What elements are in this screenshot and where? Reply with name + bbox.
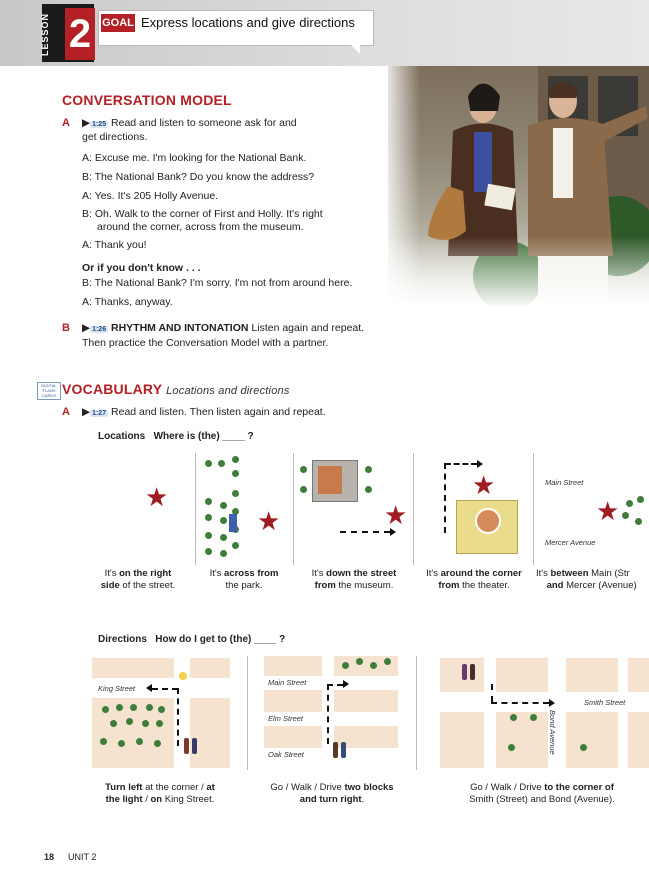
city-block (628, 658, 649, 692)
instruction-line-2: Then practice the Conversation Model with a partner. (82, 337, 329, 349)
tree-icon (205, 548, 212, 555)
goal-label: GOAL (101, 14, 135, 32)
direction-caption (252, 782, 412, 806)
street-label: Smith Street (584, 698, 626, 707)
caption-text: It's (426, 568, 441, 579)
tree-icon (218, 460, 225, 467)
path-dash (327, 684, 343, 686)
location-caption (414, 568, 534, 592)
instruction-text: Read and listen. Then listen again and repeat. (111, 406, 326, 418)
tree-icon (626, 500, 633, 507)
city-block (496, 712, 548, 768)
tree-icon (508, 744, 515, 751)
vocabulary-subtitle: Locations and directions (166, 385, 290, 397)
play-audio-icon[interactable]: ▶ (82, 117, 91, 129)
caption-text: It's (311, 568, 327, 579)
caption-text: down the street (326, 568, 397, 579)
tree-icon (205, 532, 212, 539)
caption-text: between (550, 568, 589, 579)
caption-text: from (438, 580, 460, 591)
play-audio-icon[interactable]: ▶ (82, 406, 91, 418)
tree-icon (300, 466, 307, 473)
tree-icon (356, 658, 363, 665)
direction-caption (86, 782, 234, 806)
path-dash (327, 684, 329, 744)
arrow-right-icon (343, 680, 349, 688)
tree-icon (130, 704, 137, 711)
caption-text: the museum. (335, 580, 394, 591)
path-dash (491, 684, 493, 702)
caption-text: and turn right (299, 794, 362, 805)
photo-fade-left (380, 66, 420, 316)
traffic-light-icon (179, 672, 187, 680)
caption-text: at the corner / (142, 782, 207, 793)
caption-text: the light (105, 794, 143, 805)
tree-icon (580, 744, 587, 751)
caption-text: on the right (119, 568, 172, 579)
tree-icon (146, 704, 153, 711)
tree-icon (365, 486, 372, 493)
city-block (190, 698, 230, 768)
flash-cards-icon[interactable]: DIGITAL FLASH CARDS (37, 382, 61, 400)
caption-text: King Street. (162, 794, 215, 805)
dialogue-line: A: Thanks, anyway. (82, 296, 173, 308)
directions-heading (98, 634, 285, 645)
street-label: Main Street (268, 678, 307, 687)
tree-icon (220, 550, 227, 557)
locations-question: Where is (the) ____ ? (153, 431, 254, 442)
exercise-b-instruction (82, 322, 364, 334)
street-label: Elm Street (268, 714, 304, 723)
exercise-b-letter: B (62, 322, 70, 334)
tree-icon (365, 466, 372, 473)
caption-text: Turn left (105, 782, 143, 793)
location-caption (296, 568, 412, 592)
tree-icon (205, 498, 212, 505)
star-icon: ★ (257, 506, 281, 536)
street-label: Bond Avenue (548, 710, 557, 755)
tree-icon (102, 706, 109, 713)
cell-divider (416, 656, 417, 770)
dialogue-line: B: Oh. Walk to the corner of First and Holly. It's right (82, 208, 323, 220)
vocab-a-letter: A (62, 406, 70, 418)
pedestrian-icon (462, 664, 467, 680)
exercise-a-instruction (82, 117, 297, 129)
instruction-line-1: Read and listen to someone ask for and (111, 117, 297, 129)
lesson-number: 2 (65, 8, 95, 60)
instruction-line-2: get directions. (82, 131, 148, 143)
locations-heading (98, 431, 254, 442)
dialogue-line: A: Yes. It's 205 Holly Avenue. (82, 190, 219, 202)
cell-divider (413, 453, 414, 565)
cell-divider (533, 453, 534, 565)
star-icon: ★ (596, 496, 620, 526)
direction-caption (440, 782, 644, 806)
tree-icon (220, 517, 227, 524)
cell-divider (195, 453, 196, 565)
tree-icon (300, 486, 307, 493)
museum-roof (318, 466, 342, 494)
caption-text: Go / Walk / Drive (470, 782, 545, 793)
tree-icon (530, 714, 537, 721)
city-block (334, 690, 398, 712)
audio-track-badge[interactable]: 1:27 (92, 410, 107, 417)
path-dash (491, 702, 549, 704)
audio-track-badge[interactable]: 1:26 (92, 326, 107, 333)
location-caption (198, 568, 290, 592)
exercise-a-letter: A (62, 117, 70, 129)
path-dash (152, 688, 178, 690)
path-dash (340, 531, 390, 533)
tree-icon (232, 470, 239, 477)
city-block (440, 712, 484, 768)
caption-text: and (546, 580, 564, 591)
play-audio-icon[interactable]: ▶ (82, 322, 91, 334)
arrow-right-icon (549, 699, 555, 707)
rhythm-intonation-label: RHYTHM AND INTONATION (111, 322, 249, 334)
street-label: Main Street (545, 478, 584, 487)
tree-icon (142, 720, 149, 727)
caption-text: two blocks (344, 782, 394, 793)
tree-icon (370, 662, 377, 669)
tree-icon (232, 542, 239, 549)
goal-text: Express locations and give directions (141, 15, 355, 30)
tree-icon (205, 460, 212, 467)
caption-text: from (314, 580, 336, 591)
street-label: King Street (98, 684, 136, 693)
dialogue-line: B: The National Bank? Do you know the address? (82, 171, 315, 183)
tree-icon (100, 738, 107, 745)
caption-text: at (206, 782, 215, 793)
caption-text: Smith (Street) and Bond (Avenue). (469, 794, 615, 805)
or-if-label: Or if you don't know . . . (82, 262, 201, 274)
photo-fade (388, 236, 649, 316)
city-block (264, 656, 322, 676)
city-block (566, 658, 618, 692)
path-dash (445, 463, 477, 465)
caption-text: the park. (225, 580, 263, 591)
tree-icon (342, 662, 349, 669)
city-block (190, 658, 230, 678)
cell-divider (247, 656, 248, 770)
dialogue-line: A: Excuse me. I'm looking for the National Bank. (82, 152, 307, 164)
star-icon: ★ (384, 500, 408, 530)
city-block (628, 712, 649, 768)
dialogue-line: around the corner, across from the museum. (97, 221, 304, 233)
audio-track-badge[interactable]: 1:25 (92, 121, 107, 128)
directions-label: Directions (98, 634, 147, 645)
tree-icon (232, 456, 239, 463)
pedestrian-icon (470, 664, 475, 680)
tree-icon (637, 496, 644, 503)
tree-icon (126, 718, 133, 725)
city-block (566, 712, 618, 768)
caption-text: It's (104, 568, 120, 579)
tree-icon (118, 740, 125, 747)
city-block (264, 690, 322, 712)
tree-icon (136, 738, 143, 745)
bench-icon (229, 514, 237, 532)
goal-box-tail (350, 44, 360, 54)
caption-text: . (361, 794, 365, 805)
caption-text: It's (209, 568, 225, 579)
unit-label: UNIT 2 (68, 852, 97, 862)
tree-icon (622, 512, 629, 519)
caption-text: It's (536, 568, 551, 579)
caption-text: / (142, 794, 151, 805)
city-block (92, 658, 174, 678)
star-icon: ★ (472, 470, 496, 500)
pedestrian-icon (184, 738, 189, 754)
caption-text: Mercer (Avenue) (563, 580, 637, 591)
tree-icon (220, 534, 227, 541)
tree-icon (510, 714, 517, 721)
lesson-word: LESSON (40, 12, 50, 56)
pedestrian-icon (333, 742, 338, 758)
cell-divider (293, 453, 294, 565)
caption-text: of the street. (119, 580, 176, 591)
street-label: Mercer Avenue (545, 538, 596, 547)
street-label: Oak Street (268, 750, 304, 759)
tree-icon (154, 740, 161, 747)
star-icon: ★ (145, 482, 169, 512)
arrow-right-icon (477, 460, 483, 468)
caption-text: around the corner (440, 568, 522, 579)
tree-icon (635, 518, 642, 525)
caption-text: on (150, 794, 163, 805)
vocab-a-instruction (82, 406, 326, 418)
tree-icon (232, 490, 239, 497)
locations-label: Locations (98, 431, 146, 442)
pedestrian-icon (192, 738, 197, 754)
vocabulary-title (62, 381, 290, 397)
dialogue-line: B: The National Bank? I'm sorry. I'm not from around here. (82, 277, 353, 289)
tree-icon (116, 704, 123, 711)
caption-text: Go / Walk / Drive (270, 782, 345, 793)
path-dash (177, 688, 179, 746)
pedestrian-icon (341, 742, 346, 758)
city-block (264, 726, 322, 748)
caption-text: to the corner of (544, 782, 614, 793)
tree-icon (158, 706, 165, 713)
page-number: 18 (44, 852, 55, 862)
tree-icon (110, 720, 117, 727)
directions-question: How do I get to (the) ____ ? (155, 634, 286, 645)
theater-dome (475, 508, 501, 534)
tree-icon (156, 720, 163, 727)
location-caption (85, 568, 191, 592)
tree-icon (384, 658, 391, 665)
path-dash (444, 463, 446, 533)
caption-text: across from (224, 568, 279, 579)
caption-text: the theater. (459, 580, 510, 591)
city-block (496, 658, 548, 692)
caption-text: Main (Str (588, 568, 630, 579)
tree-icon (205, 514, 212, 521)
vocabulary-heading: VOCABULARY (62, 381, 163, 397)
conversation-title: CONVERSATION MODEL (62, 92, 232, 108)
tree-icon (220, 502, 227, 509)
caption-text: side (100, 580, 120, 591)
instruction-text: Listen again and repeat. (251, 322, 365, 334)
dialogue-line: A: Thank you! (82, 239, 147, 251)
location-caption (536, 568, 649, 592)
